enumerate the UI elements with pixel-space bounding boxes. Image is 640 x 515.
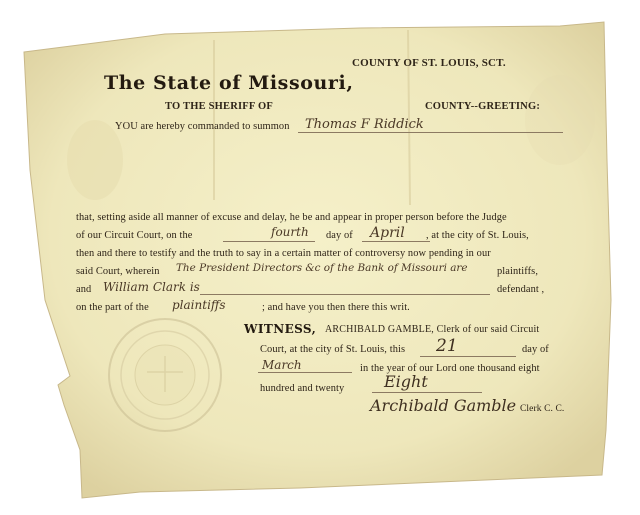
to-sheriff-label: TO THE SHERIFF OF [165,101,273,112]
body-line-1: that, setting aside all manner of excuse and delay, he be and appear in proper person before the Judge [76,212,507,223]
summon-rule [298,132,563,133]
clerk-signature: Archibald Gamble [370,396,517,415]
body-line-6b: ; and have you then there this writ. [262,302,410,313]
defendant-rule [200,294,490,295]
year-handwritten: Eight [384,372,428,391]
body-line-4a: said Court, wherein [76,266,160,277]
witness-label: WITNESS, [244,322,317,336]
witness-month-rule [258,372,352,373]
clerk-title: Clerk C. C. [520,404,565,414]
county-heading: COUNTY OF ST. LOUIS, SCT. [352,57,506,69]
body-line-5a: and [76,284,92,295]
body-line-2b: day of [326,230,353,241]
year-rule [372,392,482,393]
witness-line-3: in the year of our Lord one thousand eight [360,363,540,374]
body-line-5b: defendant , [497,284,545,295]
witness-line-4: hundred and twenty [260,383,345,394]
county-greeting-label: COUNTY--GREETING: [425,101,541,112]
part-handwritten: plaintiffs [172,298,226,312]
witness-line-2a: Court, at the city of St. Louis, this [260,344,406,355]
body-line-4b: plaintiffs, [497,266,539,277]
state-title: The State of Missouri, [104,72,354,94]
defendant-handwritten: William Clark is [103,280,200,294]
body-line-2a: of our Circuit Court, on the [76,230,193,241]
day-handwritten: fourth [271,225,309,239]
witness-day-rule [420,356,516,357]
month-rule [362,241,430,242]
month-handwritten: April [370,225,405,241]
witness-day-handwritten: 21 [436,336,458,356]
body-line-6a: on the part of the [76,302,149,313]
body-line-3: then and there to testify and the truth to say in a certain matter of controversy now pending in our [76,248,491,259]
witness-line-2b: day of [522,344,549,355]
day-rule [223,241,315,242]
witness-line-1: ARCHIBALD GAMBLE, Clerk of our said Circuit [325,324,540,335]
summon-command: YOU are hereby commanded to summon [115,121,290,132]
witness-month-handwritten: March [262,358,302,372]
summoned-name-handwritten: Thomas F Riddick [305,117,424,132]
plaintiffs-handwritten: The President Directors &c of the Bank of Missouri are [176,262,468,274]
body-line-2c: , at the city of St. Louis, [426,230,529,241]
